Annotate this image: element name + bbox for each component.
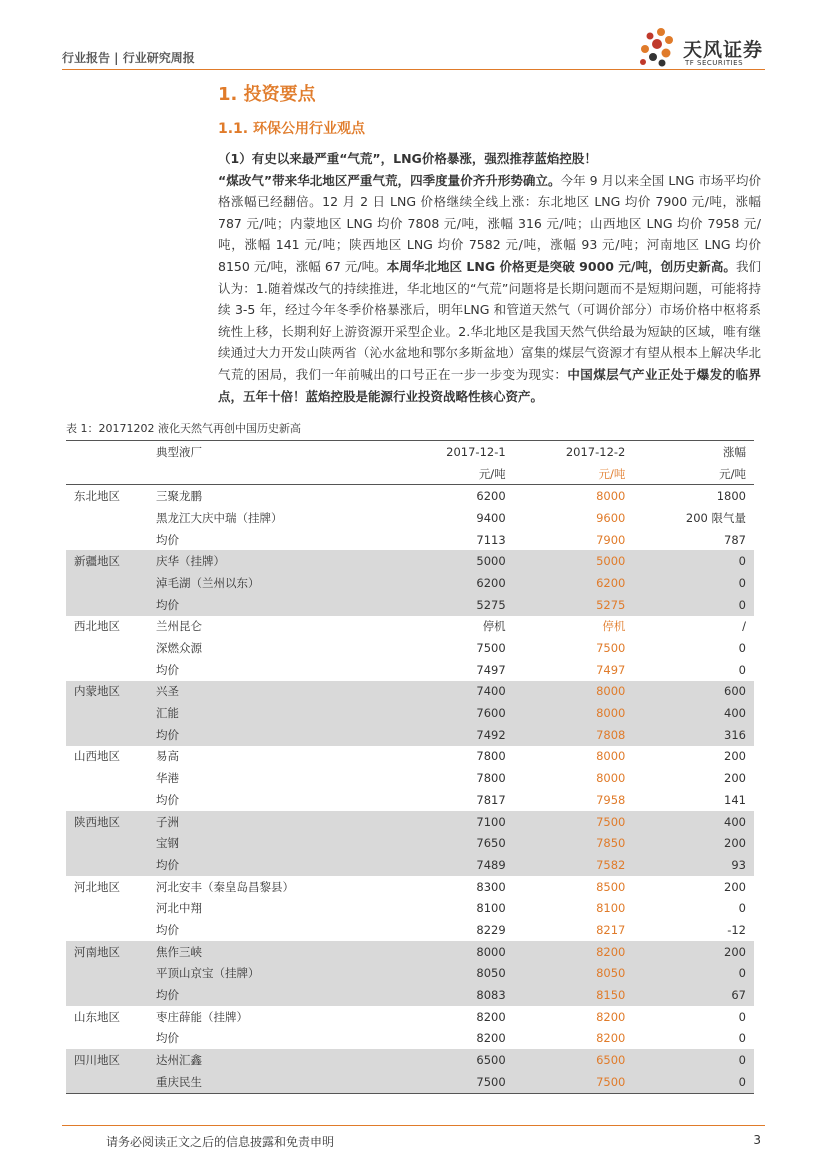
plant-cell: 均价 [148, 594, 394, 616]
plant-cell: 均价 [156, 532, 179, 547]
table-row [66, 832, 754, 854]
price-date2-cell: 7850 [514, 832, 634, 854]
price-date2-cell: 7582 [514, 854, 634, 876]
region-cell: 山西地区 [74, 749, 120, 764]
body-paragraph [218, 148, 761, 407]
price-date1-cell: 6200 [394, 572, 514, 594]
price-date1-cell: 7492 [394, 724, 514, 746]
plant-cell: 达州汇鑫 [148, 1049, 394, 1071]
price-date1-cell: 7489 [394, 854, 514, 876]
change-cell: 0 [633, 1071, 754, 1093]
change-cell: 400 [633, 811, 754, 833]
price-date1-cell: 7600 [394, 702, 514, 724]
region-cell [66, 767, 148, 789]
plant-cell: 焦作三峡 [148, 941, 394, 963]
unit-date1: 元/吨 [394, 463, 514, 485]
table-row [66, 637, 754, 659]
price-date2-cell: 7808 [514, 724, 634, 746]
unit-change: 元/吨 [633, 463, 754, 485]
plant-cell: 平顶山京宝（挂牌） [148, 963, 394, 985]
table-body [66, 485, 754, 1093]
price-date2-cell: 6500 [514, 1049, 634, 1071]
table-row [66, 550, 754, 572]
price-date2-cell: 8000 [596, 749, 626, 764]
change-cell: 0 [738, 662, 746, 677]
price-date1-cell: 5275 [394, 594, 514, 616]
plant-cell: 重庆民生 [148, 1071, 394, 1093]
price-date1-cell: 8200 [476, 1009, 506, 1024]
plant-cell: 河北安丰（秦皇岛昌黎县） [156, 879, 294, 894]
price-date2-cell: 8500 [596, 879, 626, 894]
price-date1-cell: 7800 [476, 771, 506, 786]
price-date1-cell: 8300 [476, 879, 506, 894]
change-cell: 0 [738, 641, 746, 656]
change-cell: 200 [724, 771, 746, 786]
change-cell: 787 [724, 532, 746, 547]
price-date1-cell: 8000 [394, 941, 514, 963]
table-row [66, 616, 754, 638]
plant-cell: 均价 [148, 984, 394, 1006]
change-cell: / [742, 619, 746, 634]
region-cell [66, 637, 148, 659]
table-row [66, 919, 754, 941]
plant-cell: 兴圣 [148, 681, 394, 703]
price-date1-cell: 7497 [476, 662, 506, 677]
change-cell: 0 [738, 1009, 746, 1024]
table-row [66, 1049, 754, 1071]
company-logo [635, 27, 765, 69]
price-date2-cell: 5275 [514, 594, 634, 616]
plant-cell: 枣庄薛能（挂牌） [156, 1009, 248, 1024]
plant-cell: 淖毛湖（兰州以东） [148, 572, 394, 594]
region-cell: 东北地区 [74, 489, 120, 504]
plant-cell: 易高 [156, 749, 179, 764]
table-row [66, 485, 754, 507]
change-cell: 200 [724, 879, 746, 894]
price-date1-cell: 8100 [476, 901, 506, 916]
page-footer [62, 1125, 765, 1149]
price-date2-cell: 8100 [596, 901, 626, 916]
price-date1-cell: 8083 [394, 984, 514, 1006]
region-cell [66, 832, 148, 854]
price-date2-cell: 7497 [596, 662, 626, 677]
price-date2-cell: 7500 [596, 641, 626, 656]
price-date2-cell: 8000 [514, 702, 634, 724]
table-row [66, 854, 754, 876]
change-cell: 200 限气量 [685, 510, 746, 525]
price-date1-cell: 9400 [476, 510, 506, 525]
region-cell [66, 789, 148, 811]
price-date2-cell: 8217 [596, 922, 626, 937]
region-cell [66, 702, 148, 724]
price-date2-cell: 8200 [514, 941, 634, 963]
change-cell: 316 [633, 724, 754, 746]
plant-cell: 宝钢 [148, 832, 394, 854]
subsection-heading: 1.1. 环保公用行业观点 [218, 121, 365, 137]
change-cell: 1800 [716, 489, 746, 504]
region-cell: 内蒙地区 [66, 681, 148, 703]
region-cell [66, 1071, 148, 1093]
paragraph-text-2: 我们认为：1.随着煤改气的持续推进，华北地区的“气荒”问题将是长期问题而不是短期问题，可能将持续 3-5 年，经过今年冬季价格暴涨后，明年LNG 和管道天然气（可调价部分）市场价格中枢将系统性上移，长期利好上游资源开采型企业。2.华北地区是我国天然气供给最为短缺的区域，唯有继续通过大力开发山陕两省（沁水盆地和鄂尔多斯盆地）富集的煤层气资源才有望从根本上解决华北气荒的困局，我们一年前喊出的口号正在一步一步变为现实： [218, 258, 761, 382]
price-date1-cell: 6500 [394, 1049, 514, 1071]
region-cell: 陕西地区 [66, 811, 148, 833]
region-cell: 山东地区 [74, 1009, 120, 1024]
header-date1: 2017-12-1 [446, 444, 506, 459]
price-date2-cell: 6200 [514, 572, 634, 594]
plant-cell: 均价 [156, 662, 179, 677]
price-date2-cell: 5000 [514, 550, 634, 572]
plant-cell: 华港 [156, 771, 179, 786]
change-cell: -12 [727, 922, 746, 937]
region-cell: 四川地区 [66, 1049, 148, 1071]
price-date1-cell: 7817 [476, 792, 506, 807]
table-row [66, 507, 754, 529]
change-cell: 0 [738, 1031, 746, 1046]
page-header [62, 39, 765, 71]
plant-cell: 汇能 [148, 702, 394, 724]
price-date2-cell: 7500 [514, 1071, 634, 1093]
plant-cell: 均价 [156, 1031, 179, 1046]
region-cell [66, 507, 148, 529]
price-date2-cell: 7500 [514, 811, 634, 833]
region-cell [66, 919, 148, 941]
paragraph-bold-3: 中国煤层气产业正处于爆发的临界点，五年十倍！蓝焰控股是能源行业投资战略性核心资产。 [218, 366, 761, 404]
table-row [66, 572, 754, 594]
table-caption: 表 1：20171202 液化天然气再创中国历史新高 [66, 422, 301, 435]
price-date2-cell: 8050 [514, 963, 634, 985]
table-unit-row [66, 463, 754, 485]
change-cell: 93 [633, 854, 754, 876]
plant-cell: 兰州昆仑 [156, 619, 202, 634]
price-date2-cell: 9600 [596, 510, 626, 525]
plant-cell: 均价 [148, 854, 394, 876]
region-cell: 新疆地区 [66, 550, 148, 572]
paragraph-text-1: 今年 9 月以来全国 LNG 市场平均价格涨幅已经翻倍。12 月 2 日 LNG 价格继续全线上涨：东北地区 LNG 均价 7900 元/吨，涨幅 787 元/吨；内蒙地区 LNG 均价 7808 元/吨，涨幅 316 元/吨；山西地区 LNG 均价 7958 元/吨，涨幅 141 元/吨；陕西地区 LNG 均价 7582 元/吨，涨幅 93 元/吨；河南地区 LNG 均价 8150 元/吨，涨幅 67 元/吨。 [218, 172, 761, 274]
footer-disclaimer: 请务必阅读正文之后的信息披露和免责申明 [106, 1135, 335, 1149]
change-cell: 0 [633, 1049, 754, 1071]
region-cell [66, 659, 148, 681]
plant-cell: 庆华（挂牌） [148, 550, 394, 572]
paragraph-bold-1: “煤改气”带来华北地区严重气荒，四季度量价齐升形势确立。 [218, 172, 561, 188]
price-date2-cell: 7958 [596, 792, 626, 807]
breadcrumb: 行业报告 | 行业研究周报 [62, 51, 195, 65]
region-cell: 西北地区 [74, 619, 120, 634]
plant-cell: 均价 [148, 724, 394, 746]
price-date1-cell: 8200 [476, 1031, 506, 1046]
logo-text-en: TF SECURITIES [685, 59, 744, 67]
footer-divider [62, 1125, 765, 1126]
region-cell [66, 594, 148, 616]
header-date2: 2017-12-2 [565, 444, 626, 459]
change-cell: 400 [633, 702, 754, 724]
region-cell [66, 724, 148, 746]
change-cell: 0 [633, 550, 754, 572]
logo-mark-icon [635, 27, 681, 69]
price-date1-cell: 6200 [476, 489, 506, 504]
table-row [66, 767, 754, 789]
price-date1-cell: 8229 [476, 922, 506, 937]
paragraph-bold-2: 本周华北地区 LNG 价格更是突破 9000 元/吨，创历史新高。 [386, 258, 736, 274]
price-date1-cell: 5000 [394, 550, 514, 572]
plant-cell: 三聚龙鹏 [156, 489, 202, 504]
logo-text-cn: 天风证券 [683, 39, 764, 61]
table-row [66, 876, 754, 898]
change-cell: 200 [633, 941, 754, 963]
table-row [66, 594, 754, 616]
change-cell: 67 [633, 984, 754, 1006]
change-cell: 200 [724, 749, 746, 764]
change-cell: 200 [633, 832, 754, 854]
price-date1-cell: 7800 [476, 749, 506, 764]
change-cell: 141 [724, 792, 746, 807]
change-cell: 0 [633, 963, 754, 985]
table-row [66, 963, 754, 985]
price-date1-cell: 7100 [394, 811, 514, 833]
price-date1-cell: 8050 [394, 963, 514, 985]
table-row [66, 681, 754, 703]
region-cell [66, 984, 148, 1006]
table-row [66, 724, 754, 746]
price-date1-cell: 7113 [476, 532, 506, 547]
region-cell [66, 963, 148, 985]
plant-cell: 深燃众源 [156, 641, 202, 656]
region-cell [66, 572, 148, 594]
header-divider [62, 69, 765, 70]
paragraph-lead: （1）有史以来最严重“气荒”，LNG价格暴涨，强烈推荐蓝焰控股！ [218, 151, 597, 166]
price-date2-cell: 7900 [596, 532, 626, 547]
price-date1-cell: 停机 [482, 619, 506, 634]
plant-cell: 黑龙江大庆中瑞（挂牌） [156, 510, 283, 525]
unit-date2: 元/吨 [514, 463, 634, 485]
table-row [66, 897, 754, 919]
region-cell: 河北地区 [74, 879, 120, 894]
price-date2-cell: 8200 [596, 1031, 626, 1046]
header-change: 涨幅 [723, 444, 746, 459]
plant-cell: 均价 [156, 792, 179, 807]
price-date2-cell: 8000 [596, 489, 626, 504]
region-cell [66, 529, 148, 551]
change-cell: 0 [633, 572, 754, 594]
table-row [66, 1006, 754, 1028]
table-header-row [66, 441, 754, 463]
change-cell: 0 [633, 594, 754, 616]
table-row [66, 941, 754, 963]
plant-cell: 河北中翔 [156, 901, 202, 916]
table-row [66, 746, 754, 768]
section-heading: 1. 投资要点 [218, 84, 316, 105]
table-row [66, 659, 754, 681]
plant-cell: 均价 [156, 922, 179, 937]
table-row [66, 1071, 754, 1093]
region-cell [66, 854, 148, 876]
region-cell [66, 1028, 148, 1050]
price-date2-cell: 8000 [596, 771, 626, 786]
change-cell: 600 [633, 681, 754, 703]
price-date2-cell: 8150 [514, 984, 634, 1006]
page-number: 3 [753, 1133, 761, 1147]
price-date1-cell: 7500 [476, 641, 506, 656]
price-date2-cell: 8000 [514, 681, 634, 703]
price-date2-cell: 8200 [596, 1009, 626, 1024]
table-row [66, 702, 754, 724]
table-row [66, 789, 754, 811]
price-date1-cell: 7650 [394, 832, 514, 854]
price-date1-cell: 7400 [394, 681, 514, 703]
table-row [66, 1028, 754, 1050]
lng-price-table [66, 440, 754, 1094]
change-cell: 0 [738, 901, 746, 916]
region-cell: 河南地区 [66, 941, 148, 963]
header-plant: 典型液厂 [156, 444, 202, 459]
price-date1-cell: 7500 [394, 1071, 514, 1093]
table-row [66, 529, 754, 551]
plant-cell: 子洲 [148, 811, 394, 833]
table-row [66, 984, 754, 1006]
price-date2-cell: 停机 [602, 619, 626, 634]
region-cell [66, 897, 148, 919]
table-row [66, 811, 754, 833]
